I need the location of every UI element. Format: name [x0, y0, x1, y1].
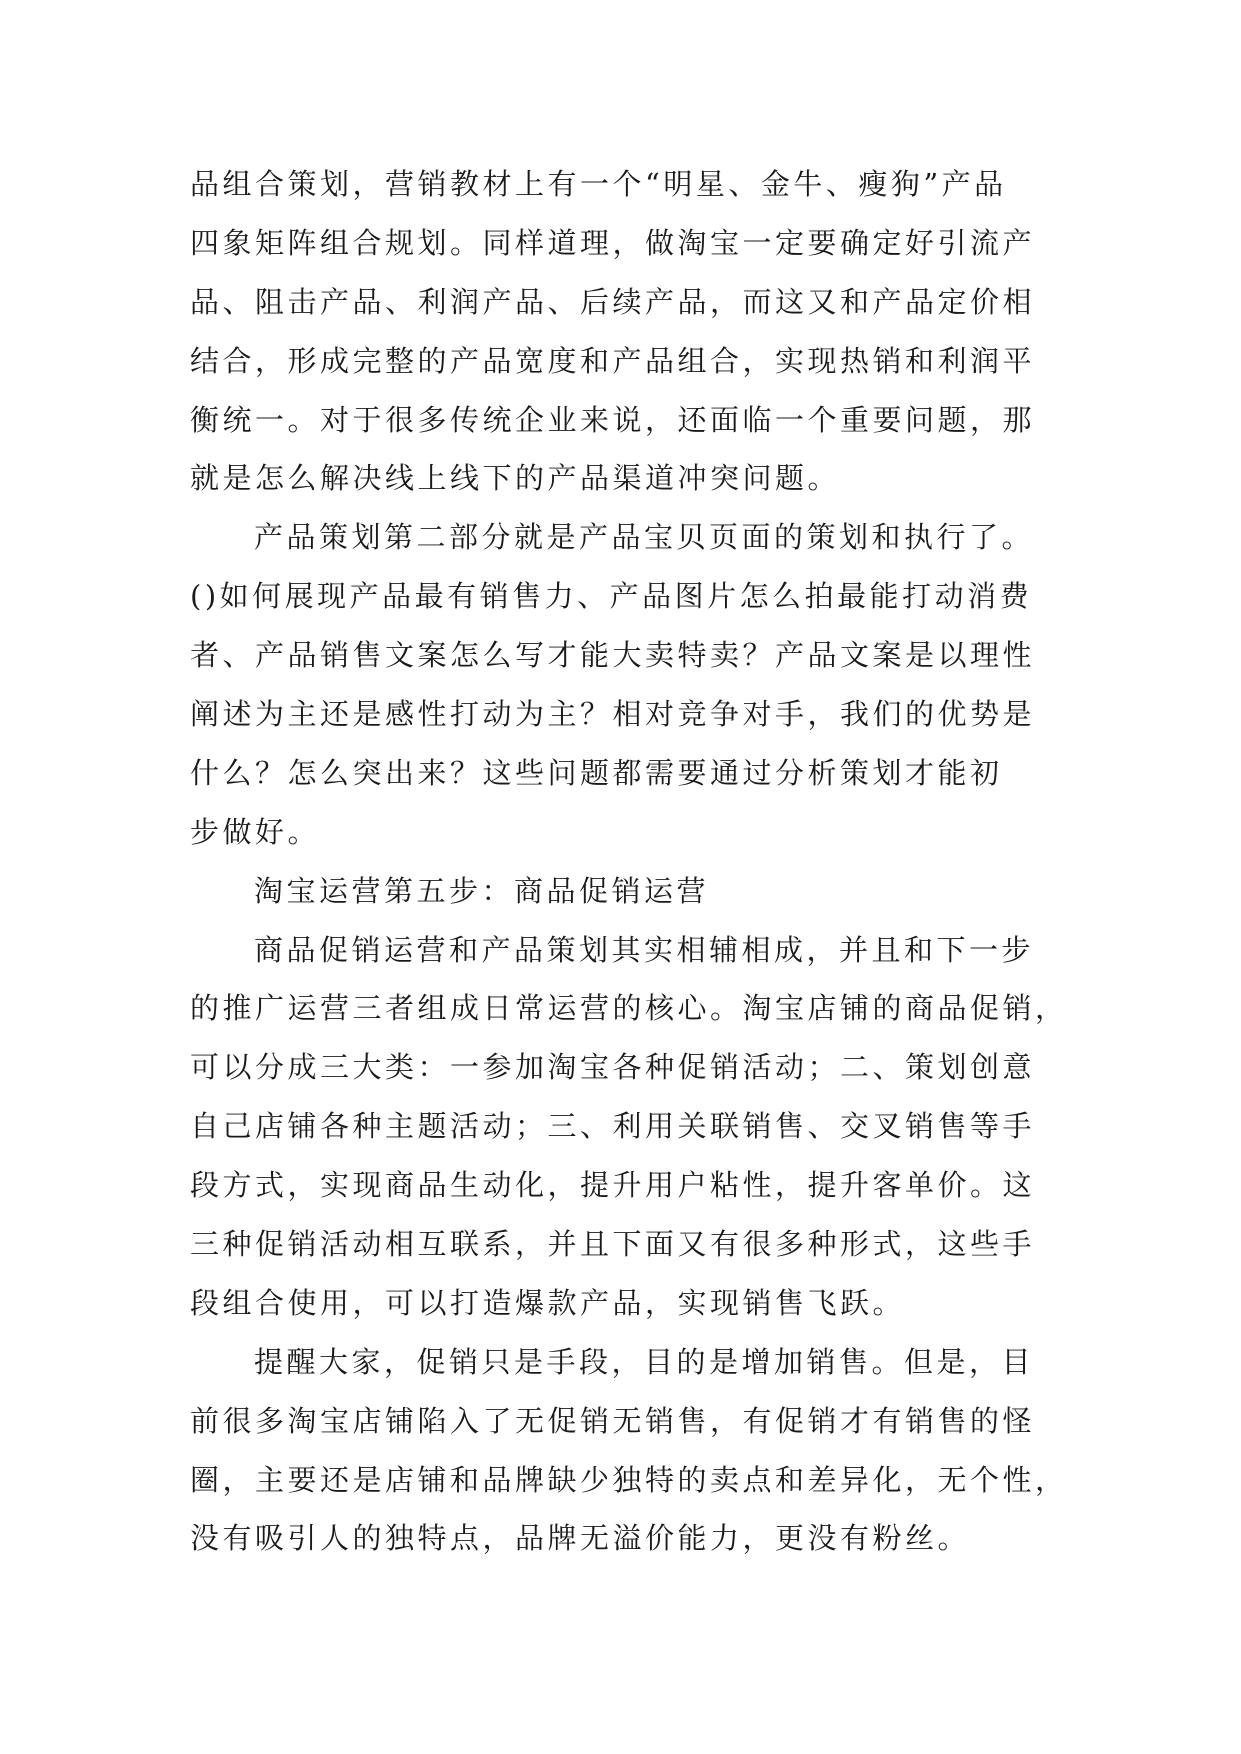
text-line: 可以分成三大类：一参加淘宝各种促销活动；二、策划创意	[190, 1050, 1036, 1085]
text-line: 步做好。	[190, 814, 321, 849]
text-line: 三种促销活动相互联系，并且下面又有很多种形式，这些手	[190, 1227, 1036, 1262]
text-line: 的推广运营三者组成日常运营的核心。淘宝店铺的商品促销，	[190, 991, 1068, 1026]
heading-line: 淘宝运营第五步：商品促销运营	[254, 873, 710, 908]
paragraph-product-page-planning	[190, 508, 1070, 861]
text-line: 者、产品销售文案怎么写才能大卖特卖？产品文案是以理性	[190, 638, 1036, 673]
text-line: 自己店铺各种主题活动；三、利用关联销售、交叉销售等手	[190, 1109, 1036, 1144]
text-line: 段方式，实现商品生动化，提升用户粘性，提升客单价。这	[190, 1168, 1036, 1203]
text-line: 衡统一。对于很多传统企业来说，还面临一个重要问题，那	[190, 402, 1036, 437]
text-line: 四象矩阵组合规划。同样道理，做淘宝一定要确定好引流产	[190, 225, 1036, 260]
paragraph-product-portfolio	[190, 155, 1070, 508]
text-line: 品、阻击产品、利润产品、后续产品，而这又和产品定价相	[190, 284, 1036, 319]
text-line: 什么？怎么突出来？这些问题都需要通过分析策划才能初	[190, 755, 1003, 790]
text-line: 没有吸引人的独特点，品牌无溢价能力，更没有粉丝。	[190, 1521, 971, 1556]
section-heading-step-five	[190, 862, 1070, 921]
text-line: 商品促销运营和产品策划其实相辅相成，并且和下一步	[254, 932, 1035, 967]
text-line: 就是怎么解决线上线下的产品渠道冲突问题。	[190, 461, 841, 496]
text-line: 提醒大家，促销只是手段，目的是增加销售。但是，目	[254, 1344, 1035, 1379]
text-line: 阐述为主还是感性打动为主？相对竞争对手，我们的优势是	[190, 697, 1036, 732]
text-line: 圈，主要还是店铺和品牌缺少独特的卖点和差异化，无个性，	[190, 1462, 1068, 1497]
text-line: 结合，形成完整的产品宽度和产品组合，实现热销和利润平	[190, 343, 1036, 378]
paragraph-promotion-operation	[190, 921, 1070, 1333]
text-line: 段组合使用，可以打造爆款产品，实现销售飞跃。	[190, 1285, 906, 1320]
text-line: 产品策划第二部分就是产品宝贝页面的策划和执行了。	[254, 520, 1035, 555]
document-body	[190, 155, 1070, 1568]
text-line: ()如何展现产品最有销售力、产品图片怎么拍最能打动消费	[190, 579, 1033, 614]
text-line: 品组合策划，营销教材上有一个“明星、金牛、瘦狗”产品	[190, 167, 1007, 201]
text-line: 前很多淘宝店铺陷入了无促销无销售，有促销才有销售的怪	[190, 1403, 1036, 1438]
paragraph-promotion-reminder	[190, 1333, 1070, 1569]
